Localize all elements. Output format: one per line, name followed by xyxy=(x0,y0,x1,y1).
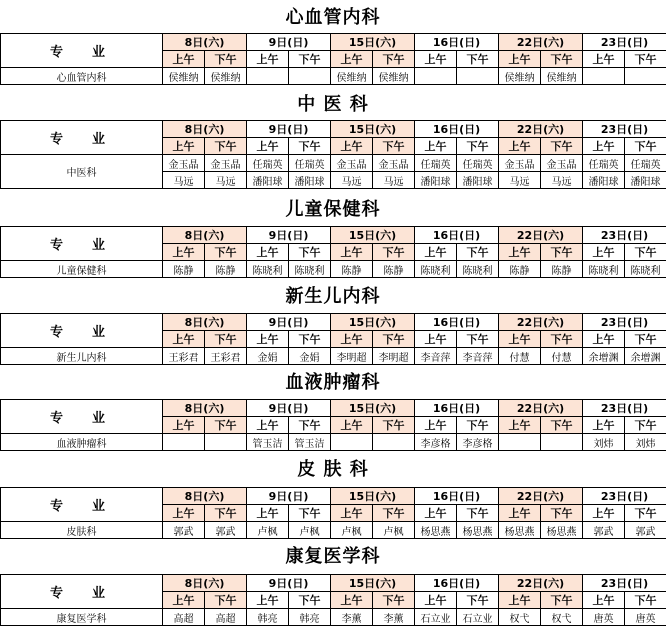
section-title: 儿童保健科 xyxy=(285,199,381,220)
doctor-cell xyxy=(373,434,415,451)
doctor-cell: 王彩君 xyxy=(163,348,205,365)
table-row xyxy=(1,155,666,172)
afternoon-header: 下午 xyxy=(541,331,583,348)
schedule-table xyxy=(0,120,666,189)
doctor-cell: 马远 xyxy=(163,172,205,189)
doctor-cell: 刘炜 xyxy=(625,434,666,451)
doctor-cell: 高超 xyxy=(205,609,247,626)
doctor-cell: 李音萍 xyxy=(457,348,499,365)
date-header: 15日(六) xyxy=(331,314,415,331)
afternoon-header: 下午 xyxy=(373,417,415,434)
morning-header: 上午 xyxy=(163,505,205,522)
doctor-cell: 金娟 xyxy=(247,348,289,365)
morning-header: 上午 xyxy=(583,505,625,522)
doctor-cell: 潘阳球 xyxy=(583,172,625,189)
table-row xyxy=(1,609,666,626)
afternoon-header: 下午 xyxy=(289,417,331,434)
morning-header: 上午 xyxy=(331,505,373,522)
doctor-cell: 李彦格 xyxy=(457,434,499,451)
doctor-cell: 余增渊 xyxy=(625,348,666,365)
afternoon-header: 下午 xyxy=(289,244,331,261)
doctor-cell: 侯维纳 xyxy=(541,68,583,85)
date-header: 23日(日) xyxy=(583,400,666,417)
afternoon-header: 下午 xyxy=(625,244,666,261)
afternoon-header: 下午 xyxy=(205,505,247,522)
morning-header: 上午 xyxy=(415,51,457,68)
doctor-cell: 陈晓利 xyxy=(415,261,457,278)
morning-header: 上午 xyxy=(415,505,457,522)
afternoon-header: 下午 xyxy=(289,331,331,348)
doctor-cell: 卢枫 xyxy=(247,522,289,539)
date-header: 23日(日) xyxy=(583,314,666,331)
date-header: 8日(六) xyxy=(163,227,247,244)
afternoon-header: 下午 xyxy=(205,417,247,434)
morning-header: 上午 xyxy=(247,51,289,68)
date-header: 9日(日) xyxy=(247,121,331,138)
afternoon-header: 下午 xyxy=(457,505,499,522)
doctor-cell: 杨思燕 xyxy=(415,522,457,539)
morning-header: 上午 xyxy=(415,331,457,348)
afternoon-header: 下午 xyxy=(373,244,415,261)
morning-header: 上午 xyxy=(415,417,457,434)
morning-header: 上午 xyxy=(247,331,289,348)
date-header: 16日(日) xyxy=(415,227,499,244)
afternoon-header: 下午 xyxy=(373,592,415,609)
doctor-cell: 郭武 xyxy=(205,522,247,539)
table-row xyxy=(1,434,666,451)
morning-header: 上午 xyxy=(331,138,373,155)
date-header: 15日(六) xyxy=(331,400,415,417)
doctor-cell: 侯维纳 xyxy=(163,68,205,85)
morning-header: 上午 xyxy=(499,51,541,68)
doctor-cell: 金玉晶 xyxy=(373,155,415,172)
doctor-cell: 侯维纳 xyxy=(499,68,541,85)
morning-header: 上午 xyxy=(331,417,373,434)
date-header: 9日(日) xyxy=(247,400,331,417)
section-title: 中 医 科 xyxy=(297,94,369,115)
doctor-cell: 唐英 xyxy=(583,609,625,626)
doctor-cell: 李薰 xyxy=(373,609,415,626)
date-header: 22日(六) xyxy=(499,314,583,331)
morning-header: 上午 xyxy=(583,331,625,348)
morning-header: 上午 xyxy=(499,331,541,348)
morning-header: 上午 xyxy=(163,592,205,609)
afternoon-header: 下午 xyxy=(457,51,499,68)
date-header: 22日(六) xyxy=(499,400,583,417)
doctor-cell: 管玉洁 xyxy=(289,434,331,451)
schedule-table xyxy=(0,399,666,451)
doctor-cell: 陈静 xyxy=(205,261,247,278)
doctor-cell: 侯维纳 xyxy=(331,68,373,85)
doctor-cell: 金玉晶 xyxy=(499,155,541,172)
morning-header: 上午 xyxy=(247,592,289,609)
doctor-cell: 郭武 xyxy=(163,522,205,539)
doctor-cell: 郭武 xyxy=(625,522,666,539)
doctor-cell: 李彦格 xyxy=(415,434,457,451)
doctor-cell: 李明超 xyxy=(373,348,415,365)
doctor-cell xyxy=(289,68,331,85)
doctor-cell: 马远 xyxy=(541,172,583,189)
afternoon-header: 下午 xyxy=(541,505,583,522)
morning-header: 上午 xyxy=(247,244,289,261)
morning-header: 上午 xyxy=(499,417,541,434)
morning-header: 上午 xyxy=(247,505,289,522)
date-header: 8日(六) xyxy=(163,488,247,505)
morning-header: 上午 xyxy=(247,417,289,434)
morning-header: 上午 xyxy=(583,138,625,155)
doctor-cell: 马远 xyxy=(331,172,373,189)
morning-header: 上午 xyxy=(499,244,541,261)
doctor-cell: 陈晓利 xyxy=(457,261,499,278)
doctor-cell: 付慧 xyxy=(541,348,583,365)
doctor-cell: 潘阳球 xyxy=(289,172,331,189)
doctor-cell: 马远 xyxy=(205,172,247,189)
header-row-dates xyxy=(1,121,666,138)
schedule-table xyxy=(0,574,666,626)
date-header: 23日(日) xyxy=(583,575,666,592)
morning-header: 上午 xyxy=(247,138,289,155)
date-header: 15日(六) xyxy=(331,488,415,505)
schedule-table xyxy=(0,226,666,278)
afternoon-header: 下午 xyxy=(457,417,499,434)
date-header: 8日(六) xyxy=(163,34,247,51)
date-header: 23日(日) xyxy=(583,488,666,505)
date-header: 23日(日) xyxy=(583,34,666,51)
morning-header: 上午 xyxy=(499,138,541,155)
doctor-cell: 陈晓利 xyxy=(583,261,625,278)
doctor-cell xyxy=(583,68,625,85)
morning-header: 上午 xyxy=(583,51,625,68)
table-row xyxy=(1,68,666,85)
doctor-cell: 陈静 xyxy=(373,261,415,278)
date-header: 22日(六) xyxy=(499,575,583,592)
date-header: 8日(六) xyxy=(163,314,247,331)
schedule-table xyxy=(0,313,666,365)
date-header: 15日(六) xyxy=(331,575,415,592)
doctor-cell: 任瑞英 xyxy=(289,155,331,172)
doctor-cell xyxy=(499,434,541,451)
afternoon-header: 下午 xyxy=(289,51,331,68)
date-header: 16日(日) xyxy=(415,400,499,417)
doctor-cell: 高超 xyxy=(163,609,205,626)
doctor-cell: 权弋 xyxy=(499,609,541,626)
date-header: 16日(日) xyxy=(415,121,499,138)
afternoon-header: 下午 xyxy=(373,331,415,348)
specialty-header: 专 业 xyxy=(1,575,163,609)
afternoon-header: 下午 xyxy=(625,417,666,434)
afternoon-header: 下午 xyxy=(205,51,247,68)
afternoon-header: 下午 xyxy=(289,505,331,522)
morning-header: 上午 xyxy=(331,244,373,261)
doctor-cell: 潘阳球 xyxy=(415,172,457,189)
doctor-cell: 陈静 xyxy=(541,261,583,278)
doctor-cell: 韩亮 xyxy=(247,609,289,626)
afternoon-header: 下午 xyxy=(541,51,583,68)
morning-header: 上午 xyxy=(331,592,373,609)
doctor-cell: 陈晓利 xyxy=(625,261,666,278)
afternoon-header: 下午 xyxy=(457,331,499,348)
doctor-cell: 任瑞英 xyxy=(415,155,457,172)
doctor-cell: 任瑞英 xyxy=(247,155,289,172)
date-header: 22日(六) xyxy=(499,488,583,505)
doctor-cell xyxy=(415,68,457,85)
header-row-dates xyxy=(1,314,666,331)
afternoon-header: 下午 xyxy=(289,592,331,609)
doctor-cell xyxy=(457,68,499,85)
doctor-cell xyxy=(331,434,373,451)
morning-header: 上午 xyxy=(163,51,205,68)
afternoon-header: 下午 xyxy=(541,417,583,434)
doctor-cell: 潘阳球 xyxy=(625,172,666,189)
specialty-header: 专 业 xyxy=(1,227,163,261)
doctor-cell: 金娟 xyxy=(289,348,331,365)
date-header: 15日(六) xyxy=(331,227,415,244)
doctor-cell: 卢枫 xyxy=(331,522,373,539)
doctor-cell xyxy=(247,68,289,85)
afternoon-header: 下午 xyxy=(541,138,583,155)
doctor-cell: 卢枫 xyxy=(373,522,415,539)
table-row xyxy=(1,522,666,539)
date-header: 23日(日) xyxy=(583,227,666,244)
schedule-table xyxy=(0,487,666,539)
department-cell: 新生儿内科 xyxy=(1,348,163,365)
header-row-dates xyxy=(1,488,666,505)
date-header: 15日(六) xyxy=(331,34,415,51)
afternoon-header: 下午 xyxy=(625,51,666,68)
doctor-cell: 石立业 xyxy=(457,609,499,626)
section-title: 新生儿内科 xyxy=(285,286,381,307)
afternoon-header: 下午 xyxy=(205,138,247,155)
morning-header: 上午 xyxy=(415,244,457,261)
date-header: 22日(六) xyxy=(499,227,583,244)
afternoon-header: 下午 xyxy=(625,138,666,155)
doctor-cell: 陈晓利 xyxy=(289,261,331,278)
department-cell: 中医科 xyxy=(1,155,163,189)
doctor-cell: 刘炜 xyxy=(583,434,625,451)
morning-header: 上午 xyxy=(331,51,373,68)
afternoon-header: 下午 xyxy=(205,244,247,261)
date-header: 16日(日) xyxy=(415,314,499,331)
doctor-cell xyxy=(541,434,583,451)
doctor-cell: 陈静 xyxy=(499,261,541,278)
department-cell: 儿童保健科 xyxy=(1,261,163,278)
doctor-cell: 余增渊 xyxy=(583,348,625,365)
date-header: 8日(六) xyxy=(163,575,247,592)
department-cell: 心血管内科 xyxy=(1,68,163,85)
department-cell: 康复医学科 xyxy=(1,609,163,626)
morning-header: 上午 xyxy=(415,138,457,155)
doctor-cell: 石立业 xyxy=(415,609,457,626)
morning-header: 上午 xyxy=(163,331,205,348)
date-header: 23日(日) xyxy=(583,121,666,138)
doctor-cell: 陈静 xyxy=(163,261,205,278)
date-header: 9日(日) xyxy=(247,575,331,592)
doctor-cell: 杨思燕 xyxy=(541,522,583,539)
afternoon-header: 下午 xyxy=(289,138,331,155)
afternoon-header: 下午 xyxy=(541,244,583,261)
morning-header: 上午 xyxy=(583,592,625,609)
morning-header: 上午 xyxy=(163,138,205,155)
doctor-cell: 杨思燕 xyxy=(499,522,541,539)
section-title: 心血管内科 xyxy=(285,7,381,28)
doctor-cell: 管玉洁 xyxy=(247,434,289,451)
morning-header: 上午 xyxy=(163,244,205,261)
specialty-header: 专 业 xyxy=(1,400,163,434)
table-row xyxy=(1,348,666,365)
doctor-cell: 李明超 xyxy=(331,348,373,365)
specialty-header: 专 业 xyxy=(1,34,163,68)
afternoon-header: 下午 xyxy=(205,331,247,348)
specialty-header: 专 业 xyxy=(1,488,163,522)
date-header: 16日(日) xyxy=(415,575,499,592)
afternoon-header: 下午 xyxy=(457,138,499,155)
department-cell: 皮肤科 xyxy=(1,522,163,539)
date-header: 16日(日) xyxy=(415,34,499,51)
doctor-cell: 潘阳球 xyxy=(247,172,289,189)
morning-header: 上午 xyxy=(499,505,541,522)
date-header: 9日(日) xyxy=(247,314,331,331)
date-header: 9日(日) xyxy=(247,488,331,505)
section-title: 血液肿瘤科 xyxy=(285,372,381,393)
doctor-cell xyxy=(625,68,666,85)
doctor-cell: 侯维纳 xyxy=(205,68,247,85)
doctor-cell: 马远 xyxy=(373,172,415,189)
afternoon-header: 下午 xyxy=(373,51,415,68)
doctor-cell: 郭武 xyxy=(583,522,625,539)
afternoon-header: 下午 xyxy=(625,331,666,348)
morning-header: 上午 xyxy=(583,417,625,434)
date-header: 22日(六) xyxy=(499,121,583,138)
doctor-cell: 金玉晶 xyxy=(541,155,583,172)
section-title: 皮 肤 科 xyxy=(297,459,369,480)
table-row xyxy=(1,261,666,278)
date-header: 9日(日) xyxy=(247,227,331,244)
afternoon-header: 下午 xyxy=(457,592,499,609)
specialty-header: 专 业 xyxy=(1,314,163,348)
morning-header: 上午 xyxy=(415,592,457,609)
date-header: 15日(六) xyxy=(331,121,415,138)
doctor-cell: 金玉晶 xyxy=(163,155,205,172)
morning-header: 上午 xyxy=(163,417,205,434)
afternoon-header: 下午 xyxy=(373,505,415,522)
doctor-cell: 王彩君 xyxy=(205,348,247,365)
date-header: 9日(日) xyxy=(247,34,331,51)
section-title: 康复医学科 xyxy=(285,546,381,567)
date-header: 8日(六) xyxy=(163,400,247,417)
header-row-dates xyxy=(1,400,666,417)
specialty-header: 专 业 xyxy=(1,121,163,155)
morning-header: 上午 xyxy=(331,331,373,348)
afternoon-header: 下午 xyxy=(457,244,499,261)
doctor-cell: 潘阳球 xyxy=(457,172,499,189)
doctor-cell: 李音萍 xyxy=(415,348,457,365)
doctor-cell: 李薰 xyxy=(331,609,373,626)
doctor-cell: 任瑞英 xyxy=(625,155,666,172)
afternoon-header: 下午 xyxy=(541,592,583,609)
doctor-cell: 马远 xyxy=(499,172,541,189)
doctor-cell: 唐英 xyxy=(625,609,666,626)
date-header: 22日(六) xyxy=(499,34,583,51)
doctor-cell: 陈静 xyxy=(331,261,373,278)
doctor-cell: 陈晓利 xyxy=(247,261,289,278)
afternoon-header: 下午 xyxy=(205,592,247,609)
date-header: 8日(六) xyxy=(163,121,247,138)
doctor-cell xyxy=(163,434,205,451)
afternoon-header: 下午 xyxy=(625,505,666,522)
date-header: 16日(日) xyxy=(415,488,499,505)
afternoon-header: 下午 xyxy=(373,138,415,155)
doctor-cell: 权弋 xyxy=(541,609,583,626)
header-row-dates xyxy=(1,575,666,592)
header-row-dates xyxy=(1,34,666,51)
doctor-cell: 侯维纳 xyxy=(373,68,415,85)
doctor-cell: 任瑞英 xyxy=(583,155,625,172)
doctor-cell: 付慧 xyxy=(499,348,541,365)
morning-header: 上午 xyxy=(583,244,625,261)
doctor-cell xyxy=(205,434,247,451)
doctor-cell: 韩亮 xyxy=(289,609,331,626)
department-cell: 血液肿瘤科 xyxy=(1,434,163,451)
morning-header: 上午 xyxy=(499,592,541,609)
doctor-cell: 金玉晶 xyxy=(331,155,373,172)
afternoon-header: 下午 xyxy=(625,592,666,609)
doctor-cell: 杨思燕 xyxy=(457,522,499,539)
doctor-cell: 任瑞英 xyxy=(457,155,499,172)
doctor-cell: 卢枫 xyxy=(289,522,331,539)
header-row-dates xyxy=(1,227,666,244)
doctor-cell: 金玉晶 xyxy=(205,155,247,172)
schedule-table xyxy=(0,33,666,85)
